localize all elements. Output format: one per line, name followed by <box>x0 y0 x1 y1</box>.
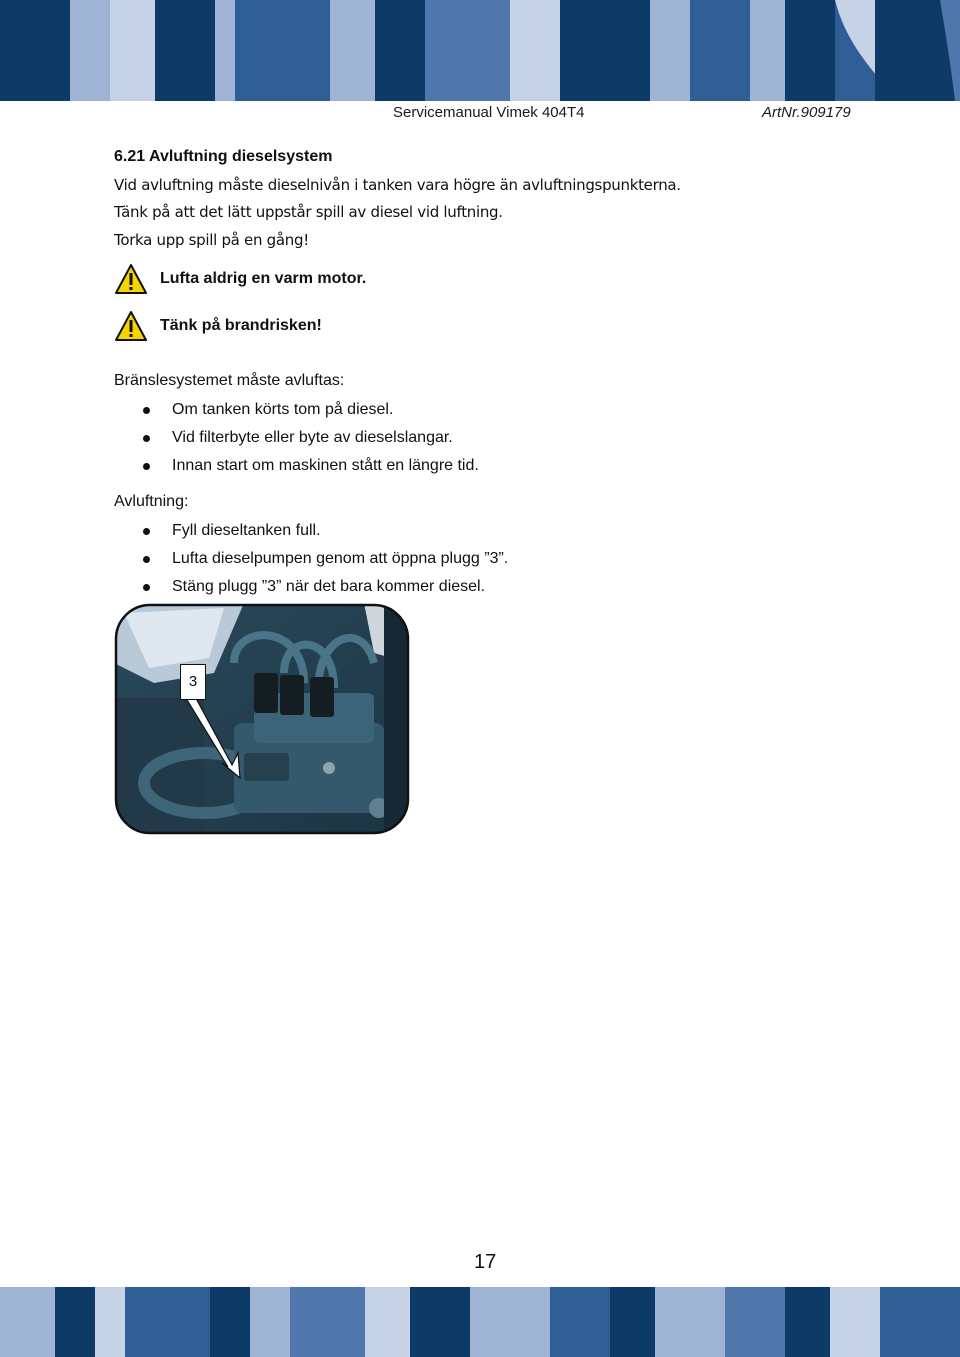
footer-stripes-graphic <box>0 1287 960 1357</box>
injection-pump-photo <box>114 603 410 835</box>
running-header-manual-title: Servicemanual Vimek 404T4 <box>393 104 585 121</box>
footer-decorative-band <box>0 1287 960 1357</box>
list-item: Fyll dieseltanken full. <box>114 521 508 549</box>
bleed-required-title: Bränslesystemet måste avluftas: <box>114 372 345 389</box>
warning-text: Lufta aldrig en varm motor. <box>160 270 367 287</box>
figure-callout-label: 3 <box>180 664 206 700</box>
header-decorative-band <box>0 0 960 101</box>
bleed-required-list <box>114 400 479 484</box>
list-item: Om tanken körts tom på diesel. <box>114 400 479 428</box>
paragraph-spill-note: Tänk på att det lätt uppstår spill av diesel vid luftning. <box>114 203 503 221</box>
warning-text: Tänk på brandrisken! <box>160 317 322 334</box>
bleeding-steps-list <box>114 521 508 605</box>
warning-fire-risk <box>114 309 322 343</box>
list-item: Lufta dieselpumpen genom att öppna plugg ”3”. <box>114 549 508 577</box>
warning-triangle-icon <box>114 310 148 342</box>
page-number: 17 <box>474 1251 497 1273</box>
bleeding-steps-title: Avluftning: <box>114 493 189 510</box>
list-item: Stäng plugg ”3” när det bara kommer diesel. <box>114 577 508 605</box>
section-heading: 6.21 Avluftning dieselsystem <box>114 148 333 165</box>
warning-hot-engine <box>114 262 366 296</box>
list-item: Vid filterbyte eller byte av dieselslangar. <box>114 428 479 456</box>
paragraph-level-note: Vid avluftning måste dieselnivån i tanken vara högre än avluftningspunkterna. <box>114 176 681 194</box>
warning-triangle-icon <box>114 263 148 295</box>
paragraph-wipe-note: Torka upp spill på en gång! <box>114 231 309 249</box>
running-header-article-number: ArtNr.909179 <box>762 104 851 121</box>
header-stripes-graphic <box>0 0 960 101</box>
list-item: Innan start om maskinen stått en längre tid. <box>114 456 479 484</box>
